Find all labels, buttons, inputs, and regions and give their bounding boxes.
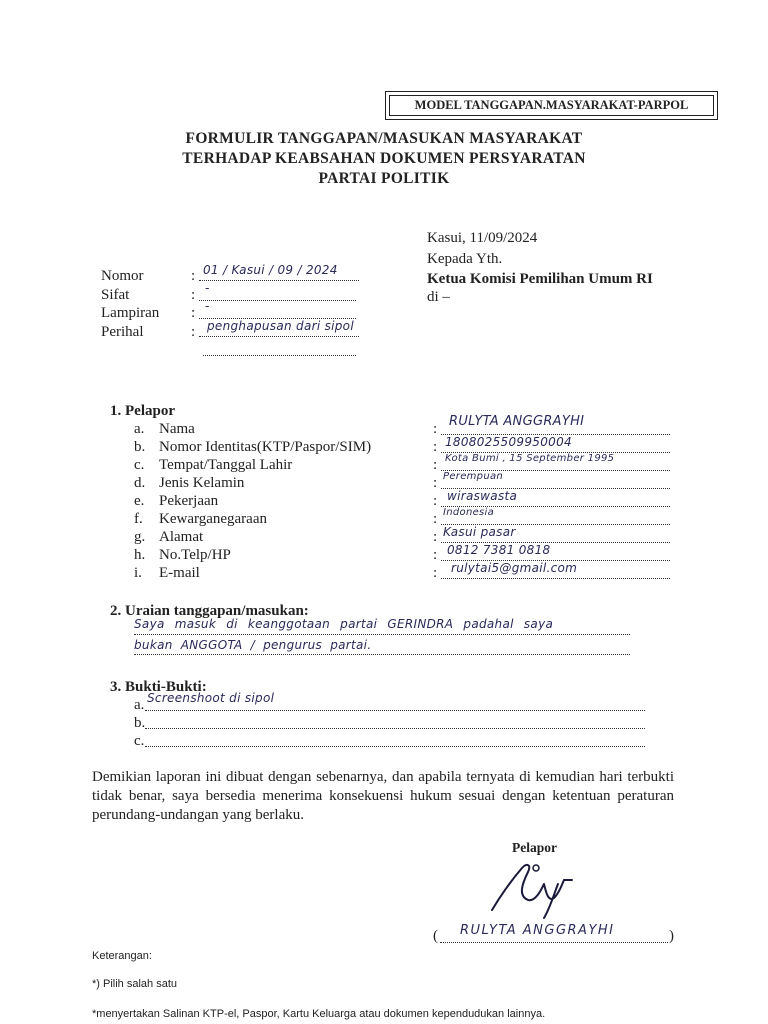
bukti-letter: b. xyxy=(134,715,146,731)
bukti-a-field[interactable] xyxy=(145,691,645,711)
uraian-line-2[interactable] xyxy=(134,640,630,655)
colon: : xyxy=(191,287,196,303)
closing-statement: Demikian laporan ini dibuat dengan sebenarnya, dan apabila ternyata di kemudian hari terbukti tidak benar, saya bersedia menerima konsekuensi hukum sesuai dengan ketentuan peraturan perundang-undangan yang berlaku. xyxy=(92,769,674,823)
jenis-kelamin-value: Perempuan xyxy=(443,471,504,482)
tempat-tanggal-lahir-value: Kota Bumi , 15 September 1995 xyxy=(445,453,615,464)
form-title-line-3: PARTAI POLITIK xyxy=(318,170,450,187)
bukti-letter: c. xyxy=(134,733,145,749)
form-title-line-2: TERHADAP KEABSAHAN DOKUMEN PERSYARATAN xyxy=(182,150,586,167)
no-telp-value: 0812 7381 0818 xyxy=(447,543,551,557)
colon: : xyxy=(191,305,196,321)
bukti-c-field[interactable] xyxy=(145,732,645,747)
field-letter: e. xyxy=(134,493,145,509)
colon: : xyxy=(433,493,438,509)
model-label: MODEL TANGGAPAN.MASYARAKAT-PARPOL xyxy=(389,95,714,116)
section-bukti-heading: 3. Bukti-Bukti: xyxy=(110,679,207,695)
label-tempat-tanggal-lahir: Tempat/Tanggal Lahir xyxy=(159,457,293,473)
bukti-a-value: Screenshoot di sipol xyxy=(147,691,275,705)
signature-image xyxy=(488,860,580,922)
label-email: E-mail xyxy=(159,565,200,581)
kewarganegaraan-value: Indonesia xyxy=(443,507,495,518)
bukti-b-field[interactable] xyxy=(145,714,645,729)
signature-close-paren: ) xyxy=(669,928,674,944)
field-letter: g. xyxy=(134,529,146,545)
uraian-value-line-2: bukan ANGGOTA / pengurus partai. xyxy=(134,638,372,652)
label-sifat: Sifat xyxy=(101,287,130,303)
label-perihal: Perihal xyxy=(101,324,144,340)
perihal-field-line-2[interactable] xyxy=(203,341,356,356)
colon: : xyxy=(191,268,196,284)
signature-name-field[interactable] xyxy=(440,923,668,943)
signature-heading: Pelapor xyxy=(512,840,557,855)
section-pelapor-heading: 1. Pelapor xyxy=(110,403,175,419)
field-letter: h. xyxy=(134,547,146,563)
lampiran-field[interactable] xyxy=(199,299,356,319)
no-telp-field[interactable] xyxy=(441,543,670,561)
jenis-kelamin-field[interactable] xyxy=(441,471,670,489)
nomor-field[interactable] xyxy=(199,263,359,281)
field-letter: d. xyxy=(134,475,146,491)
pekerjaan-field[interactable] xyxy=(441,489,670,507)
alamat-value: Kasui pasar xyxy=(443,525,516,539)
recipient: Ketua Komisi Pemilihan Umum RI xyxy=(427,271,653,287)
colon: : xyxy=(433,475,438,491)
nomor-identitas-field[interactable] xyxy=(441,435,670,453)
lampiran-value: - xyxy=(205,299,210,313)
recipient-location: di – xyxy=(427,289,450,305)
email-value: rulytai5@gmail.com xyxy=(451,561,578,575)
label-nama: Nama xyxy=(159,421,195,437)
colon: : xyxy=(433,511,438,527)
label-jenis-kelamin: Jenis Kelamin xyxy=(159,475,245,491)
section-uraian-heading: 2. Uraian tanggapan/masukan: xyxy=(110,603,309,619)
field-letter: i. xyxy=(134,565,142,581)
label-kewarganegaraan: Kewarganegaraan xyxy=(159,511,267,527)
sifat-value: - xyxy=(205,281,210,295)
colon: : xyxy=(433,529,438,545)
colon: : xyxy=(433,565,438,581)
label-pekerjaan: Pekerjaan xyxy=(159,493,219,509)
label-alamat: Alamat xyxy=(159,529,204,545)
colon: : xyxy=(433,421,438,437)
colon: : xyxy=(191,324,196,340)
colon: : xyxy=(433,547,438,563)
field-letter: b. xyxy=(134,439,146,455)
nomor-identitas-value: 1808025509950004 xyxy=(445,435,572,449)
nama-field[interactable] xyxy=(441,414,670,435)
note-1: *) Pilih salah satu xyxy=(92,978,177,990)
tempat-tanggal-lahir-field[interactable] xyxy=(441,453,670,471)
signature-open-paren: ( xyxy=(433,928,438,944)
pekerjaan-value: wiraswasta xyxy=(447,489,518,503)
colon: : xyxy=(433,457,438,473)
field-letter: c. xyxy=(134,457,145,473)
sifat-field[interactable] xyxy=(199,281,356,301)
form-title-line-1: FORMULIR TANGGAPAN/MASUKAN MASYARAKAT xyxy=(185,130,583,147)
colon: : xyxy=(433,439,438,455)
model-label-box xyxy=(385,91,718,120)
signature-name: RULYTA ANGGRAYHI xyxy=(460,923,615,938)
kewarganegaraan-field[interactable] xyxy=(441,507,670,525)
field-letter: f. xyxy=(134,511,143,527)
uraian-line-1[interactable] xyxy=(134,617,630,635)
nama-value: RULYTA ANGGRAYHI xyxy=(449,414,585,429)
perihal-field[interactable] xyxy=(199,319,359,337)
label-lampiran: Lampiran xyxy=(101,305,160,321)
place-date: Kasui, 11/09/2024 xyxy=(427,230,538,246)
bukti-letter: a. xyxy=(134,697,145,713)
perihal-value: penghapusan dari sipol xyxy=(207,319,354,333)
recipient-prefix: Kepada Yth. xyxy=(427,251,503,267)
label-no-telp: No.Telp/HP xyxy=(159,547,231,563)
uraian-value-line-1: Saya masuk di keanggotaan partai GERINDRA padahal saya xyxy=(134,617,554,631)
note-2: *menyertakan Salinan KTP-el, Paspor, Kartu Keluarga atau dokumen kependudukan lainnya. xyxy=(92,1008,546,1020)
alamat-field[interactable] xyxy=(441,525,670,543)
label-nomor-identitas: Nomor Identitas(KTP/Paspor/SIM) xyxy=(159,439,372,455)
label-nomor: Nomor xyxy=(101,268,144,284)
notes-heading: Keterangan: xyxy=(92,950,152,962)
email-field[interactable] xyxy=(441,561,670,579)
nomor-value: 01 / Kasui / 09 / 2024 xyxy=(203,263,338,277)
field-letter: a. xyxy=(134,421,145,437)
